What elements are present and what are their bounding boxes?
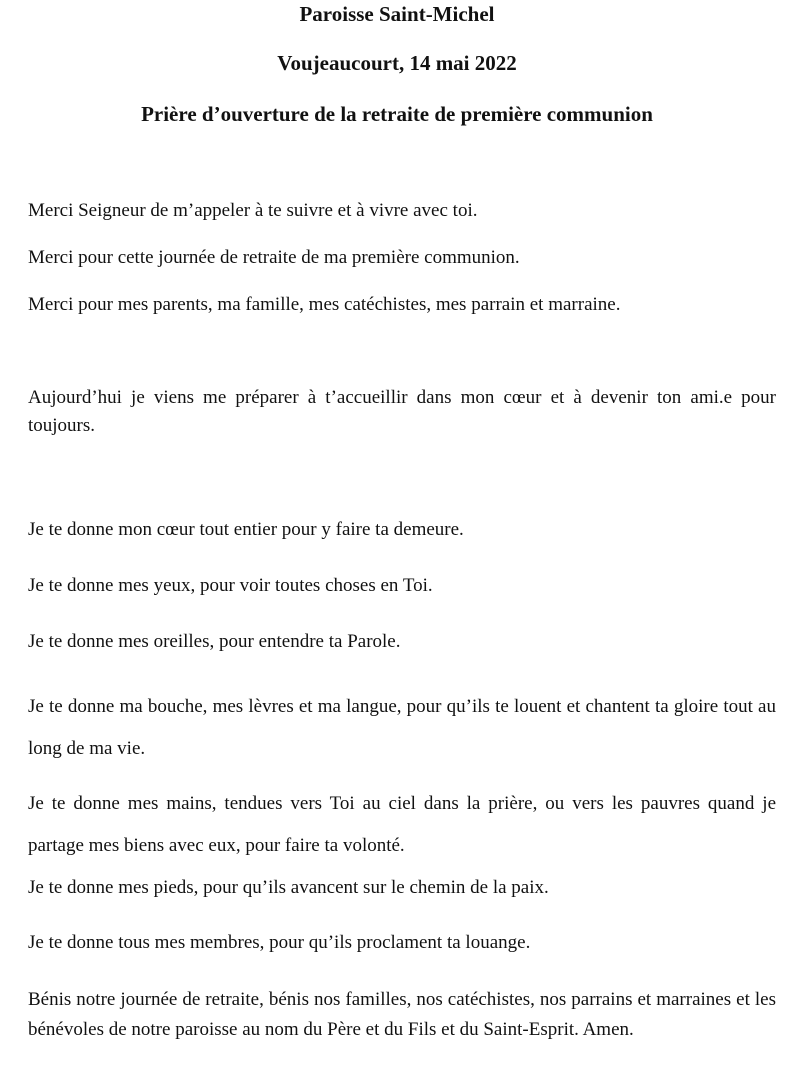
offering-line: Je te donne mon cœur tout entier pour y faire ta demeure. — [28, 519, 464, 540]
offering-paragraph: Je te donne ma bouche, mes lèvres et ma langue, pour qu’ils te louent et chantent ta gloire tout au long de ma vie. — [28, 696, 776, 759]
thanks-line: Merci pour cette journée de retraite de ma première communion. — [28, 247, 520, 268]
thanks-line: Merci pour mes parents, ma famille, mes catéchistes, mes parrain et marraine. — [28, 294, 621, 315]
parish-name: Paroisse Saint-Michel — [299, 2, 495, 26]
place-and-date: Voujeaucourt, 14 mai 2022 — [277, 51, 517, 75]
offering-line: Je te donne mes yeux, pour voir toutes choses en Toi. — [28, 575, 433, 596]
offering-paragraph: Je te donne mes mains, tendues vers Toi au ciel dans la prière, ou vers les pauvres quand je partage mes biens avec eux, pour faire ta volonté. — [28, 793, 776, 856]
offering-line: Je te donne tous mes membres, pour qu’ils proclament ta louange. — [28, 932, 531, 953]
blessing-paragraph: Bénis notre journée de retraite, bénis nos familles, nos catéchistes, nos parrains et marraines et les bénévoles de notre paroisse au nom du Père et du Fils et du Saint-Esprit. Amen. — [28, 989, 776, 1040]
offering-line: Je te donne mes pieds, pour qu’ils avancent sur le chemin de la paix. — [28, 877, 549, 898]
prayer-title: Prière d’ouverture de la retraite de première communion — [141, 102, 653, 126]
offering-line: Je te donne mes oreilles, pour entendre ta Parole. — [28, 631, 401, 652]
thanks-line: Merci Seigneur de m’appeler à te suivre et à vivre avec toi. — [28, 200, 478, 221]
today-paragraph: Aujourd’hui je viens me préparer à t’accueillir dans mon cœur et à devenir ton ami.e pour toujours. — [28, 387, 776, 436]
